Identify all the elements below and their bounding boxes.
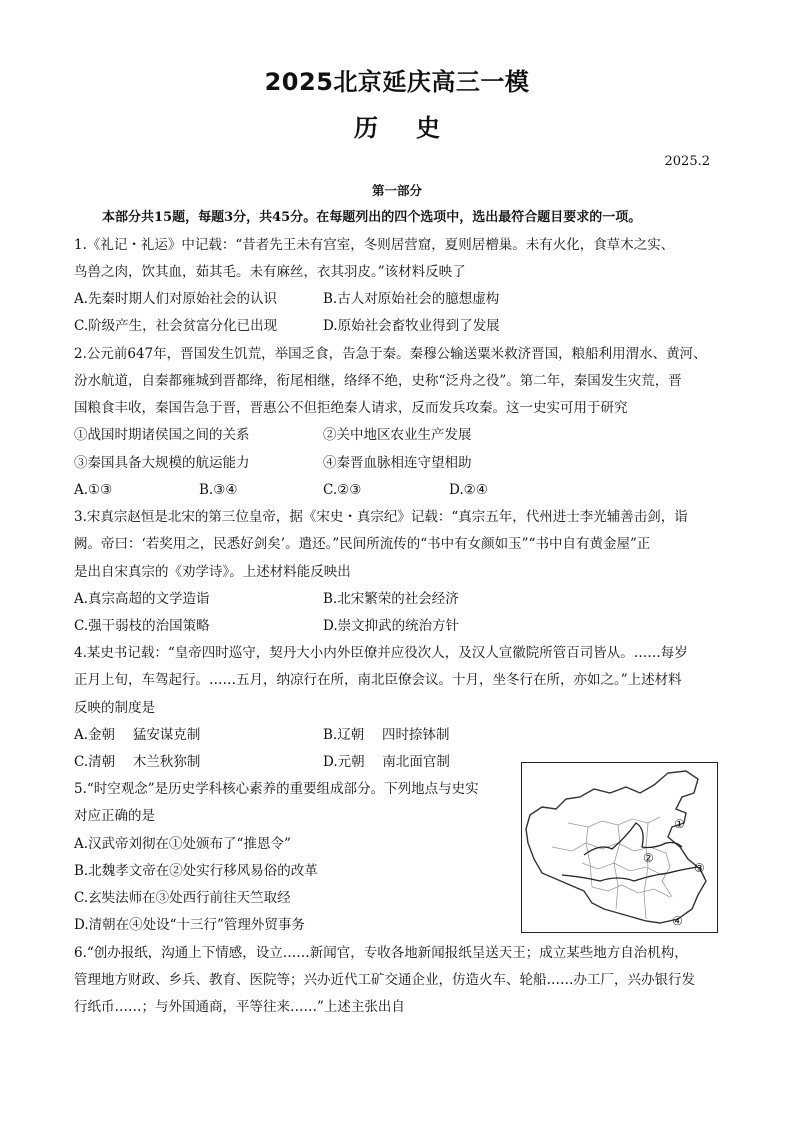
q2-statement-1: ①战国时期诸侯国之间的关系 <box>74 427 250 443</box>
q5-option-d: D.清朝在④处设“十三行”管理外贸事务 <box>74 917 305 933</box>
q5-option-b: B.北魏孝文帝在②处实行移风易俗的改革 <box>74 863 318 879</box>
q1-option-c: C.阶级产生，社会贫富分化已出现 <box>74 318 278 334</box>
q2-statement-4: ④秦晋血脉相连守望相助 <box>323 455 472 471</box>
part-heading: 第一部分 <box>371 183 422 198</box>
yangtze-river <box>562 867 698 881</box>
q2-option-c: C.②③ <box>323 482 362 498</box>
q3-stem-line: 3.宋真宗赵恒是北宋的第三位皇帝，据《宋史・真宗纪》记载：“真宗五年，代州进士李光辅善击剑，诣 <box>74 509 688 525</box>
q4-option-c: C.清朝 木兰秋狝制 <box>74 754 201 770</box>
exam-title: 2025北京延庆高三一模 <box>264 68 530 96</box>
instructions: 本部分共15题，每题3分，共45分。在每题列出的四个选项中，选出最符合题目要求的一项。 <box>102 210 642 225</box>
q2-stem-line: 汾水航道，自秦都雍城到晋都绛，衔尾相继，络绎不绝，史称“泛舟之役”。第二年，秦国发生灾荒，晋 <box>74 373 682 389</box>
q5-option-a: A.汉武帝刘彻在①处颁布了“推恩令” <box>74 836 291 852</box>
q3-option-a: A.真宗高超的文学造诣 <box>74 591 210 607</box>
q3-stem-line: 是出自宋真宗的《劝学诗》。上述材料能反映出 <box>74 564 351 580</box>
q2-statement-3: ③秦国具备大规模的航运能力 <box>74 455 250 471</box>
q4-option-a: A.金朝 猛安谋克制 <box>74 727 201 743</box>
china-map-figure <box>521 762 718 933</box>
q2-option-a: A.①③ <box>74 482 113 498</box>
q6-stem-line: 行纸币……；与外国通商，平等往来……”上述主张出自 <box>74 999 405 1015</box>
q2-option-d: D.②④ <box>449 482 488 498</box>
q2-stem-line: 2.公元前647年，晋国发生饥荒，举国乏食，告急于秦。秦穆公输送粟米救济晋国，粮船利用渭水、黄河、 <box>74 346 707 362</box>
q2-statement-2: ②关中地区农业生产发展 <box>323 427 472 443</box>
q1-option-b: B.古人对原始社会的臆想虚构 <box>323 291 500 307</box>
q6-stem-line: 6.“创办报纸，沟通上下情感，设立……新闻官，专收各地新闻报纸呈送天王；成立某些地方自治机构， <box>74 945 688 961</box>
map-marker-2: ② <box>643 851 654 865</box>
province-boundary <box>568 817 660 827</box>
q3-stem-line: 阙。帝曰：‘若奖用之，民悉好剑矣’。遣还。”民间所流传的“书中有女颜如玉”“书中自有黄金屋”正 <box>74 536 651 552</box>
province-boundary <box>644 823 648 919</box>
q3-option-b: B.北宋繁荣的社会经济 <box>323 591 459 607</box>
q2-option-b: B.③④ <box>199 482 238 498</box>
q6-stem-line: 管理地方财政、乡兵、教育、医院等；兴办近代工矿交通企业，仿造火车、轮船……办工厂，兴办银行发 <box>74 972 695 988</box>
q4-option-b: B.辽朝 四时捺钵制 <box>323 727 450 743</box>
exam-date: 2025.2 <box>664 154 710 169</box>
q3-option-d: D.崇文抑武的统治方针 <box>323 618 460 634</box>
q4-stem-line: 4.某史书记载：“皇帝四时巡守，契丹大小内外臣僚并应役次人，及汉人宣徽院所管百司皆从。……每岁 <box>74 645 688 661</box>
map-marker-4: ④ <box>672 914 683 928</box>
map-marker-3: ③ <box>694 861 705 875</box>
subject-title: 历史 <box>354 114 478 142</box>
q5-stem-line: 5.“时空观念”是历史学科核心素养的重要组成部分。下列地点与史实 <box>74 781 479 797</box>
q3-option-c: C.强干弱枝的治国策略 <box>74 618 210 634</box>
q4-stem-line: 正月上旬，车驾起行。……五月，纳凉行在所，南北臣僚会议。十月，坐冬行在所，亦如之。”上述材料 <box>74 672 682 688</box>
map-marker-1: ① <box>674 817 685 831</box>
q5-stem-line: 对应正确的是 <box>74 808 155 824</box>
q1-stem-line: 1.《礼记・礼运》中记载：“昔者先王未有宫室，冬则居营窟，夏则居橧巢。未有火化，食草木之实、 <box>74 237 675 253</box>
q5-option-c: C.玄奘法师在③处西行前往天竺取经 <box>74 890 291 906</box>
q1-option-d: D.原始社会畜牧业得到了发展 <box>323 318 500 334</box>
province-boundary <box>592 885 670 897</box>
q1-option-a: A.先秦时期人们对原始社会的认识 <box>74 291 278 307</box>
q4-option-d: D.元朝 南北面官制 <box>323 754 450 770</box>
province-boundary <box>614 825 620 909</box>
q4-stem-line: 反映的制度是 <box>74 700 155 716</box>
china-map-svg <box>522 763 717 932</box>
q1-stem-line: 鸟兽之肉，饮其血，茹其毛。未有麻丝，衣其羽皮。”该材料反映了 <box>74 264 466 280</box>
q2-stem-line: 国粮食丰收，秦国告急于晋，晋惠公不但拒绝秦人请求，反而发兵攻秦。这一史实可用于研究 <box>74 400 628 416</box>
